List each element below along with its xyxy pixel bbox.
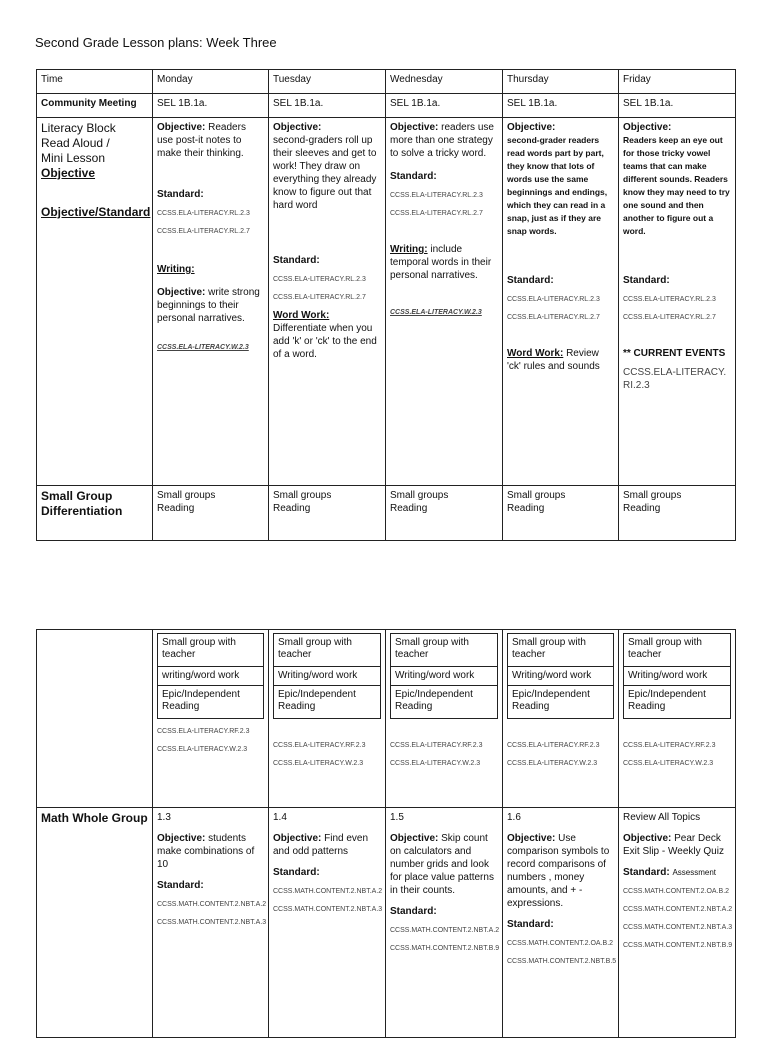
groups-cell-tuesday <box>269 630 386 808</box>
standard-code: CCSS.MATH.CONTENT.2.NBT.A.2 <box>273 888 383 895</box>
lesson-number: 1.3 <box>157 812 171 823</box>
community-label: Community Meeting <box>37 94 153 118</box>
standard-label: Standard: <box>507 275 554 286</box>
header-friday: Friday <box>619 70 736 94</box>
writing-objective: write strong beginnings to their personal narratives. <box>157 287 260 324</box>
literacy-label-objective: Objective <box>41 166 96 180</box>
small-group-line: Small groups <box>623 490 682 501</box>
standard-code: CCSS.ELA-LITERACY.RL.2.7 <box>157 228 250 235</box>
group-box: Epic/Independent Reading <box>391 686 498 719</box>
small-group-label: Small Group Differentiation <box>37 486 153 541</box>
small-group-cell <box>153 486 269 541</box>
literacy-label-line: Literacy Block <box>41 121 116 135</box>
lesson-number: 1.5 <box>390 812 404 823</box>
group-box: Small group with teacher <box>391 634 498 667</box>
objective-text: Use comparison symbols to record comparisons of numbers , money amounts, and + - expressions. <box>507 833 610 909</box>
literacy-thursday <box>503 118 619 486</box>
small-group-line: Small groups <box>390 490 449 501</box>
literacy-friday <box>619 118 736 486</box>
community-cell: SEL 1B.1a. <box>503 94 619 118</box>
objective-label: Objective: <box>157 833 206 844</box>
group-box: writing/word work <box>158 667 264 686</box>
literacy-label-line: Mini Lesson <box>41 151 106 165</box>
standard-code: CCSS.ELA-LITERACY.RF.2.3 <box>623 742 716 749</box>
groups-cell-wednesday <box>386 630 503 808</box>
objective-label: Objective: <box>273 122 322 133</box>
standard-code: CCSS.ELA-LITERACY.RL.2.7 <box>273 294 366 301</box>
standard-code: CCSS.ELA-LITERACY.RF.2.3 <box>157 728 250 735</box>
objective-text: Skip count on calculators and number grids and look for place value patterns in their counts. <box>390 833 494 896</box>
header-thursday: Thursday <box>503 70 619 94</box>
group-boxes <box>157 633 264 719</box>
literacy-monday <box>153 118 269 486</box>
literacy-wednesday <box>386 118 503 486</box>
small-group-line: Reading <box>157 503 195 514</box>
small-group-cell <box>619 486 736 541</box>
small-group-line: Small groups <box>273 490 332 501</box>
literacy-tuesday <box>269 118 386 486</box>
small-group-line: Small groups <box>507 490 566 501</box>
literacy-row <box>37 118 736 486</box>
lesson-number: Review All Topics <box>623 812 701 823</box>
community-cell: SEL 1B.1a. <box>153 94 269 118</box>
standard-code: CCSS.ELA-LITERACY.RL.2.7 <box>507 314 600 321</box>
lesson-number: 1.4 <box>273 812 287 823</box>
objective-label: Objective: <box>273 833 322 844</box>
group-box: Writing/word work <box>391 667 498 686</box>
math-monday <box>153 808 269 1038</box>
objective-text: students make combinations of 10 <box>157 833 255 870</box>
standard-note: Assessment <box>672 868 717 877</box>
standard-label: Standard: <box>273 867 320 878</box>
group-box: Writing/word work <box>624 667 731 686</box>
standard-code: CCSS.MATH.CONTENT.2.NBT.B.5 <box>507 958 617 965</box>
small-group-line: Reading <box>273 503 311 514</box>
objective-label: Objective: <box>623 833 672 844</box>
objective-text: Readers keep an eye out for those tricky vowel teams that can make different sounds. Readers know they may need to try one sound and then another to figure out a word. <box>623 135 730 236</box>
objective-text: Readers use post-it notes to make their thinking. <box>157 122 246 159</box>
standard-label: Standard: <box>390 906 437 917</box>
standard-code: CCSS.MATH.CONTENT.2.NBT.A.2 <box>157 901 267 908</box>
literacy-label <box>37 118 153 486</box>
groups-cell-friday <box>619 630 736 808</box>
objective-text: Find even and odd patterns <box>273 833 369 857</box>
group-box: Epic/Independent Reading <box>274 686 381 719</box>
standard-code: CCSS.ELA-LITERACY.RL.2.3 <box>507 296 600 303</box>
objective-text: readers use more than one strategy to solve a tricky word. <box>390 122 494 159</box>
writing-label: Writing: <box>157 264 195 275</box>
standard-code: CCSS.ELA-LITERACY.RF.2.3 <box>507 742 600 749</box>
group-boxes <box>390 633 498 719</box>
standard-code: CCSS.MATH.CONTENT.2.NBT.A.3 <box>623 924 733 931</box>
standard-code: CCSS.ELA-LITERACY.W.2.3 <box>273 760 364 767</box>
group-box: Small group with teacher <box>274 634 381 667</box>
standard-label: Standard: <box>507 919 554 930</box>
math-tuesday <box>269 808 386 1038</box>
standard-label: Standard: <box>390 171 437 182</box>
lesson-plan-table <box>36 69 736 541</box>
wordwork-text: Review 'ck' rules and sounds <box>507 348 600 372</box>
community-cell: SEL 1B.1a. <box>619 94 736 118</box>
standard-code: CCSS.MATH.CONTENT.2.NBT.A.3 <box>157 919 267 926</box>
standard-code: CCSS.ELA-LITERACY.W.2.3 <box>623 760 714 767</box>
group-box: Writing/word work <box>274 667 381 686</box>
objective-label: Objective: <box>157 122 206 133</box>
small-group-line: Reading <box>507 503 545 514</box>
wordwork-label: Word Work: <box>273 310 330 321</box>
current-events: ** CURRENT EVENTS <box>623 348 726 359</box>
header-wednesday: Wednesday <box>386 70 503 94</box>
standard-code: CCSS.ELA-LITERACY.W.2.3 <box>157 746 248 753</box>
writing-standard: CCSS.ELA-LITERACY.W.2.3 <box>157 344 249 351</box>
wordwork-text: Differentiate when you add 'k' or 'ck' to the end of a word. <box>273 323 377 360</box>
community-cell: SEL 1B.1a. <box>269 94 386 118</box>
header-row <box>37 70 736 94</box>
standard-code: CCSS.ELA-LITERACY.W.2.3 <box>390 760 481 767</box>
standard-label: Standard: <box>623 867 670 878</box>
group-box: Small group with teacher <box>508 634 614 667</box>
standard-code: CCSS.ELA-LITERACY.RL.2.7 <box>390 210 483 217</box>
group-box: Epic/Independent Reading <box>158 686 264 719</box>
math-friday <box>619 808 736 1038</box>
small-group-line: Reading <box>390 503 428 514</box>
objective-label: Objective: <box>507 833 556 844</box>
groups-label-empty <box>37 630 153 808</box>
page-title: Second Grade Lesson plans: Week Three <box>35 35 277 50</box>
group-box: Epic/Independent Reading <box>624 686 731 719</box>
writing-standard: CCSS.ELA-LITERACY.W.2.3 <box>390 309 482 316</box>
lesson-number: 1.6 <box>507 812 521 823</box>
community-cell: SEL 1B.1a. <box>386 94 503 118</box>
writing-text: include temporal words in their personal narratives. <box>390 244 492 281</box>
objective-label: Objective: <box>157 287 206 298</box>
standard-code: CCSS.MATH.CONTENT.2.NBT.A.2 <box>390 927 500 934</box>
standard-code: CCSS.ELA-LITERACY.RL.2.3 <box>273 276 366 283</box>
header-time: Time <box>37 70 153 94</box>
standard-code: CCSS.MATH.CONTENT.2.NBT.A.2 <box>623 906 733 913</box>
groups-cell-monday <box>153 630 269 808</box>
standard-label: Standard: <box>623 275 670 286</box>
events-standard: CCSS.ELA-LITERACY. RI.2.3 <box>623 367 727 391</box>
math-label: Math Whole Group <box>37 808 153 1038</box>
standard-code: CCSS.MATH.CONTENT.2.NBT.A.3 <box>273 906 383 913</box>
community-row <box>37 94 736 118</box>
objective-text: Pear Deck Exit Slip - Weekly Quiz <box>623 833 724 857</box>
standard-code: CCSS.ELA-LITERACY.RL.2.3 <box>157 210 250 217</box>
group-boxes <box>273 633 381 719</box>
group-boxes <box>623 633 731 719</box>
math-row <box>37 808 736 1038</box>
objective-text: second-grader readers read words part by part, they know that lots of words use the same beginnings and endings, which they can read in a snap, just as if they are snap words. <box>507 135 608 236</box>
header-monday: Monday <box>153 70 269 94</box>
header-tuesday: Tuesday <box>269 70 386 94</box>
groups-row <box>37 630 736 808</box>
lesson-plan-table-continued <box>36 629 736 1038</box>
literacy-label-objstd: Objective/Standard <box>41 205 151 219</box>
standard-code: CCSS.ELA-LITERACY.RF.2.3 <box>390 742 483 749</box>
writing-label: Writing: <box>390 244 428 255</box>
objective-text: second-graders roll up their sleeves and get to work! They draw on everything they already know to figure out that hard word <box>273 135 377 211</box>
standard-code: CCSS.MATH.CONTENT.2.NBT.B.9 <box>390 945 500 952</box>
group-box: Epic/Independent Reading <box>508 686 614 719</box>
small-group-line: Reading <box>623 503 661 514</box>
standard-code: CCSS.ELA-LITERACY.RF.2.3 <box>273 742 366 749</box>
literacy-label-line: Read Aloud / <box>41 136 110 150</box>
standard-label: Standard: <box>157 189 204 200</box>
group-box: Writing/word work <box>508 667 614 686</box>
objective-label: Objective: <box>390 833 439 844</box>
objective-label: Objective: <box>507 122 556 133</box>
objective-label: Objective: <box>623 122 672 133</box>
group-boxes <box>507 633 614 719</box>
standard-code: CCSS.MATH.CONTENT.2.OA.B.2 <box>623 888 730 895</box>
group-box: Small group with teacher <box>158 634 264 667</box>
standard-label: Standard: <box>273 255 320 266</box>
standard-code: CCSS.ELA-LITERACY.W.2.3 <box>507 760 598 767</box>
standard-code: CCSS.ELA-LITERACY.RL.2.3 <box>623 296 716 303</box>
small-group-row <box>37 486 736 541</box>
small-group-cell <box>269 486 386 541</box>
wordwork-label: Word Work: <box>507 348 564 359</box>
standard-code: CCSS.ELA-LITERACY.RL.2.3 <box>390 192 483 199</box>
small-group-cell <box>503 486 619 541</box>
standard-code: CCSS.MATH.CONTENT.2.OA.B.2 <box>507 940 614 947</box>
standard-code: CCSS.ELA-LITERACY.RL.2.7 <box>623 314 716 321</box>
small-group-cell <box>386 486 503 541</box>
group-box: Small group with teacher <box>624 634 731 667</box>
math-wednesday <box>386 808 503 1038</box>
math-thursday <box>503 808 619 1038</box>
standard-code: CCSS.MATH.CONTENT.2.NBT.B.9 <box>623 942 733 949</box>
standard-label: Standard: <box>157 880 204 891</box>
small-group-line: Small groups <box>157 490 216 501</box>
objective-label: Objective: <box>390 122 439 133</box>
groups-cell-thursday <box>503 630 619 808</box>
